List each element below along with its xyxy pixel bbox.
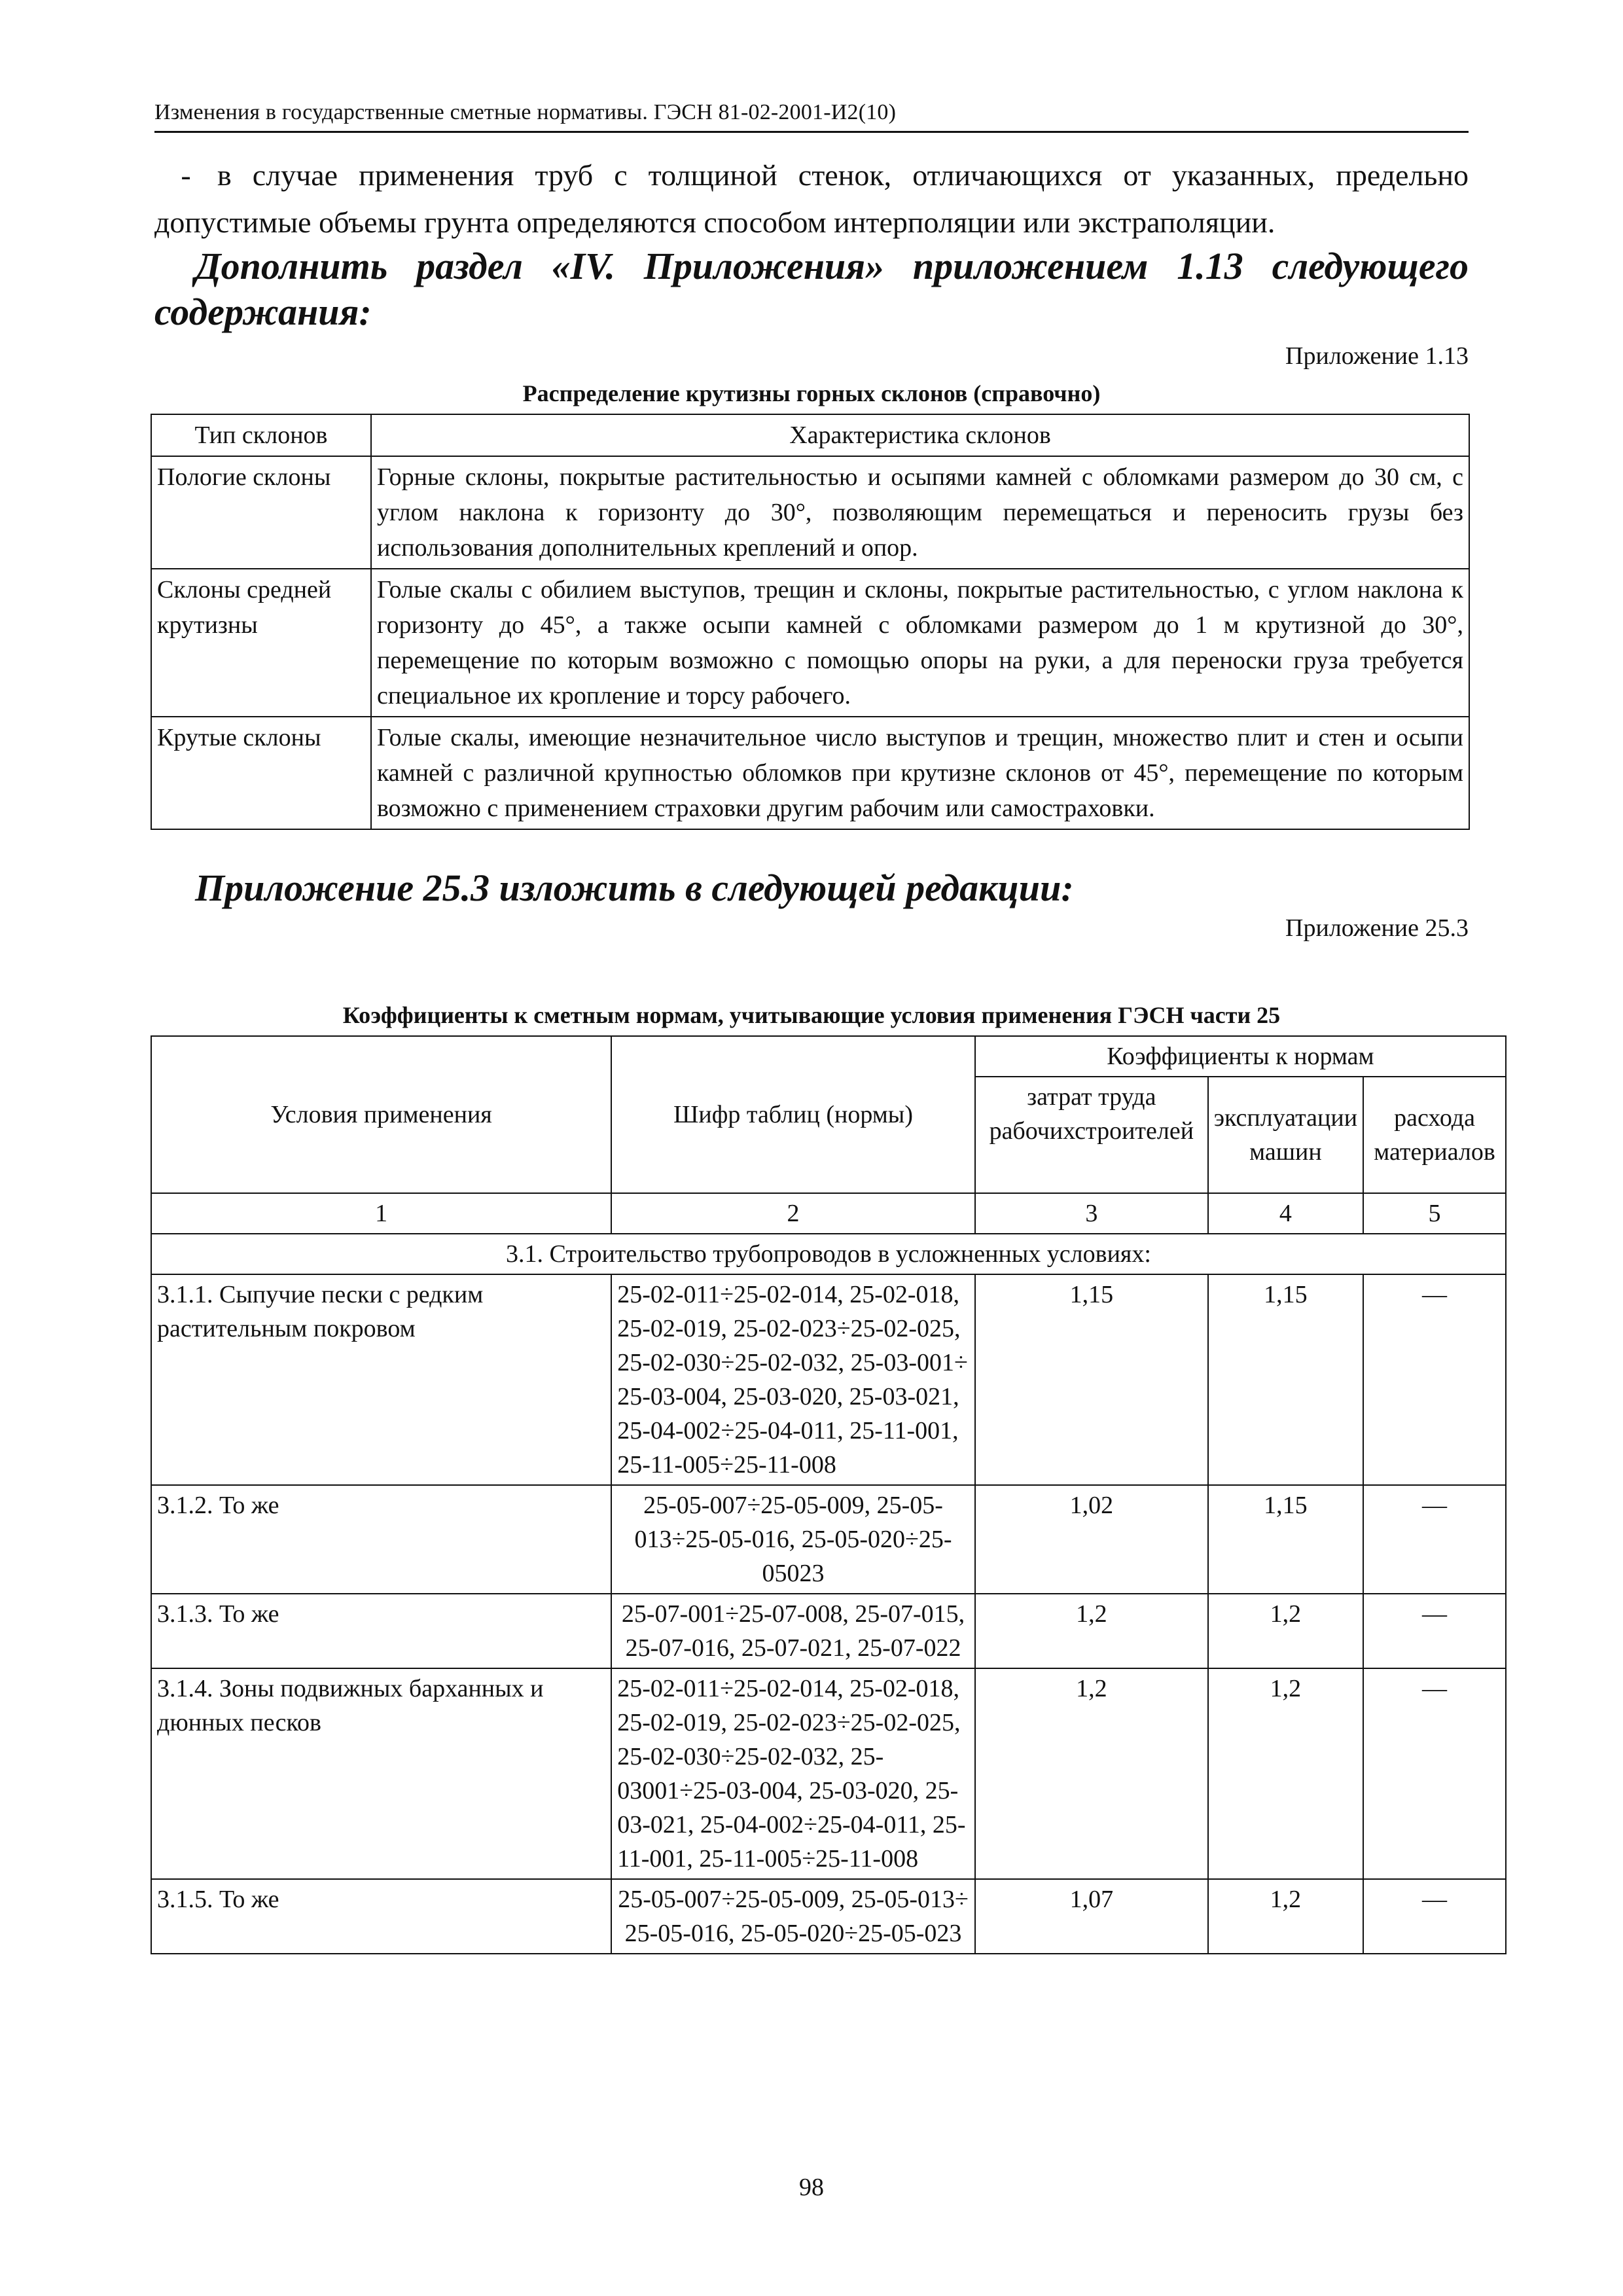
machines-coef: 1,15	[1208, 1485, 1363, 1594]
table-title-coefficients: Коэффициенты к сметным нормам, учитывающие условия применения ГЭСН части 25	[342, 1002, 1281, 1028]
running-header-text: Изменения в государственные сметные нормативы. ГЭСН 81-02-2001-И2(10)	[154, 100, 897, 124]
labor-coef: 1,02	[975, 1485, 1208, 1594]
table-row	[151, 1668, 1506, 1879]
materials-coef: —	[1363, 1274, 1506, 1485]
slope-type: Пологие склоны	[151, 456, 371, 569]
labor-coef: 1,2	[975, 1594, 1208, 1668]
condition-cell: 3.1.3. То же	[151, 1594, 611, 1668]
machines-coef: 1,2	[1208, 1668, 1363, 1879]
cipher-cell: 25-05-007÷25-05-009, 25-05-013÷ 25-05-016, 25-05-020÷25-05-023	[611, 1879, 975, 1954]
table-row	[151, 1879, 1506, 1954]
page-number: 98	[799, 2174, 824, 2201]
col-header-coef-group: Коэффициенты к нормам	[975, 1036, 1506, 1077]
slope-desc: Голые скалы с обилием выступов, трещин и склоны, покрытые растительностью, с углом наклона к горизонту до 45°, а также осыпи камней с обломками размером до 1 м крутизной до 30°, перемещение по которым возможно с помощью опоры на руки, а для переноски груза требуется специальное их кропление и торсу рабочего.	[371, 569, 1469, 717]
col-number: 1	[151, 1193, 611, 1234]
col-number: 5	[1363, 1193, 1506, 1234]
col-header-machines: эксплуатации машин	[1208, 1077, 1363, 1193]
group-title-row	[151, 1234, 1506, 1274]
materials-coef: —	[1363, 1485, 1506, 1594]
machines-coef: 1,2	[1208, 1594, 1363, 1668]
col-number: 4	[1208, 1193, 1363, 1234]
slope-desc: Голые скалы, имеющие незначительное число выступов и трещин, множество плит и стен и осыпи камней с различной крупностью обломков при крутизне склонов от 45°, перемещение по которым возможно с применением страховки другим рабочим или самостраховки.	[371, 717, 1469, 829]
table-row	[151, 1594, 1506, 1668]
section-heading-add-appendix: Дополнить раздел «IV. Приложения» приложением 1.13 следующего содержания:	[154, 245, 1469, 333]
intro-paragraph	[154, 152, 1469, 246]
coefficients-table	[151, 1035, 1507, 1954]
slopes-table	[151, 414, 1470, 830]
appendix-label-25-3: Приложение 25.3	[1285, 914, 1469, 942]
materials-coef: —	[1363, 1594, 1506, 1668]
intro-text: в случае применения труб с толщиной стенок, отличающихся от указанных, предельно допустимые объемы грунта определяются способом интерполяции или экстраполяции.	[154, 158, 1469, 239]
condition-cell: 3.1.2. То же	[151, 1485, 611, 1594]
table-header-row	[151, 414, 1469, 456]
group-title: 3.1. Строительство трубопроводов в усложненных условиях:	[151, 1234, 1506, 1274]
cipher-cell: 25-05-007÷25-05-009, 25-05-013÷25-05-016, 25-05-020÷25-05023	[611, 1485, 975, 1594]
materials-coef: —	[1363, 1879, 1506, 1954]
list-dash: -	[181, 158, 191, 192]
col-header-slope-desc: Характеристика склонов	[371, 414, 1469, 456]
table-title-slopes: Распределение крутизны горных склонов (справочно)	[522, 380, 1101, 406]
table-header-row	[151, 1036, 1506, 1077]
slope-type: Склоны средней крутизны	[151, 569, 371, 717]
condition-cell: 3.1.5. То же	[151, 1879, 611, 1954]
running-header	[154, 98, 1469, 133]
condition-cell: 3.1.1. Сыпучие пески с редким растительным покровом	[151, 1274, 611, 1485]
col-number: 3	[975, 1193, 1208, 1234]
condition-cell: 3.1.4. Зоны подвижных барханных и дюнных песков	[151, 1668, 611, 1879]
table-row	[151, 1274, 1506, 1485]
col-header-slope-type: Тип склонов	[151, 414, 371, 456]
machines-coef: 1,2	[1208, 1879, 1363, 1954]
col-header-labor: затрат труда рабочихстроителей	[975, 1077, 1208, 1193]
col-header-cipher: Шифр таблиц (нормы)	[611, 1036, 975, 1193]
slope-desc: Горные склоны, покрытые растительностью и осыпями камней с обломками размером до 30 см, с углом наклона к горизонту до 30°, позволяющим перемещаться и переносить грузы без использования дополнительных креплений и опор.	[371, 456, 1469, 569]
table-row	[151, 456, 1469, 569]
column-number-row	[151, 1193, 1506, 1234]
machines-coef: 1,15	[1208, 1274, 1363, 1485]
cipher-cell: 25-02-011÷25-02-014, 25-02-018, 25-02-019, 25-02-023÷25-02-025, 25-02-030÷25-02-032, 25-03-001÷ 25-03-004, 25-03-020, 25-03-021, 25-04-002÷25-04-011, 25-11-001, 25-11-005÷25-11-008	[611, 1274, 975, 1485]
labor-coef: 1,2	[975, 1668, 1208, 1879]
table-row	[151, 1485, 1506, 1594]
cipher-cell: 25-02-011÷25-02-014, 25-02-018, 25-02-019, 25-02-023÷25-02-025, 25-02-030÷25-02-032, 25-03001÷25-03-004, 25-03-020, 25-03-021, 25-04-002÷25-04-011, 25-11-001, 25-11-005÷25-11-008	[611, 1668, 975, 1879]
slope-type: Крутые склоны	[151, 717, 371, 829]
col-number: 2	[611, 1193, 975, 1234]
col-header-materials: расхода материалов	[1363, 1077, 1506, 1193]
cipher-cell: 25-07-001÷25-07-008, 25-07-015, 25-07-016, 25-07-021, 25-07-022	[611, 1594, 975, 1668]
labor-coef: 1,07	[975, 1879, 1208, 1954]
table-row	[151, 569, 1469, 717]
appendix-label-1-13: Приложение 1.13	[1285, 342, 1469, 370]
section-heading-25-3: Приложение 25.3 изложить в следующей редакции:	[195, 867, 1074, 909]
col-header-conditions: Условия применения	[151, 1036, 611, 1193]
table-row	[151, 717, 1469, 829]
materials-coef: —	[1363, 1668, 1506, 1879]
labor-coef: 1,15	[975, 1274, 1208, 1485]
